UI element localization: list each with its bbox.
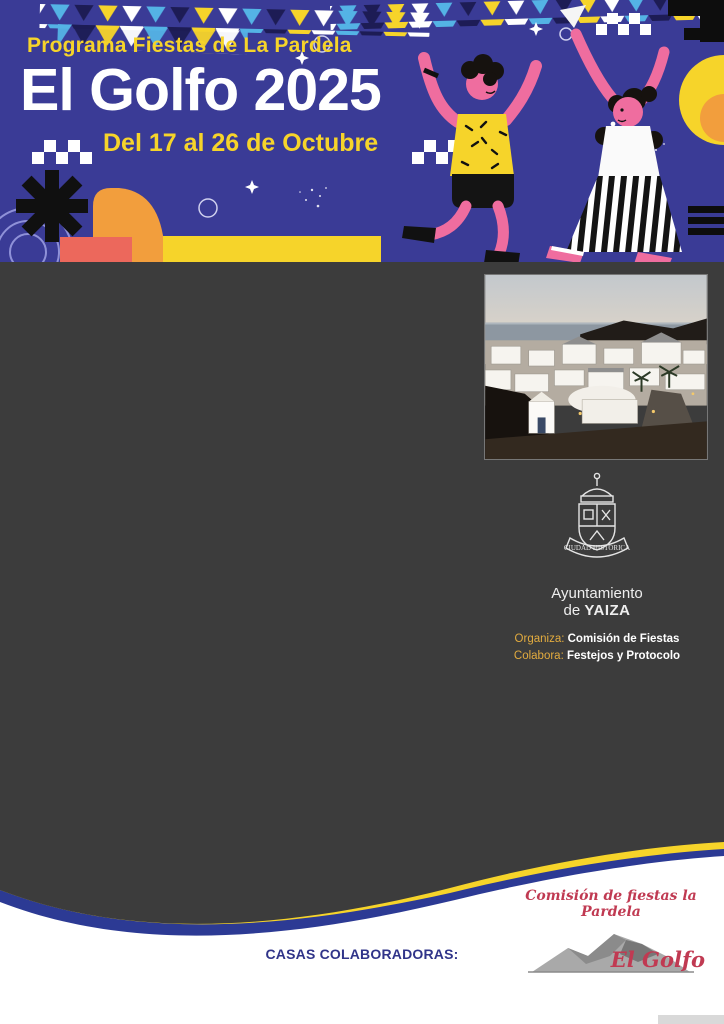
colabora-value: Festejos y Protocolo — [566, 649, 681, 662]
seal-ribbon-text: CIUDAD HISTÓRICA — [563, 544, 631, 552]
organiza-label: Organiza: — [514, 633, 568, 645]
poster-title: El Golfo 2025 — [20, 57, 381, 123]
org-name-line2-name: YAIZA — [584, 602, 631, 619]
organiza-colabora-block — [484, 631, 710, 664]
bottom-corner-strip — [658, 1015, 724, 1024]
footer-heading: CASAS COLABORADORAS: — [265, 946, 459, 962]
poster-kicker: Programa Fiestas de La Pardela — [27, 34, 352, 57]
colabora-label: Colabora: — [513, 649, 567, 662]
organiza-line — [484, 631, 710, 648]
organiza-value: Comisión de Fiestas — [567, 633, 680, 645]
poster-header — [0, 0, 724, 262]
org-name-line2-pre: de — [563, 602, 585, 619]
colabora-line — [484, 648, 710, 665]
footer-sponsors — [0, 946, 724, 962]
program-column-3 — [484, 266, 710, 664]
right-geometric-shapes — [668, 0, 724, 235]
org-name-line2 — [484, 602, 710, 619]
org-name-line1: Ayuntamiento — [551, 585, 643, 602]
poster-date-range: Del 17 al 26 de Octubre — [103, 129, 379, 157]
el-golfo-village-photo — [484, 274, 708, 460]
yaiza-coat-of-arms — [552, 470, 642, 578]
left-geometric-shapes — [0, 170, 381, 262]
committee-name: Comisión de fiestas la Pardela — [525, 888, 697, 920]
credits-block — [484, 470, 710, 664]
committee-place: El Golfo — [610, 947, 705, 972]
dancing-woman-illustration — [546, 5, 682, 262]
